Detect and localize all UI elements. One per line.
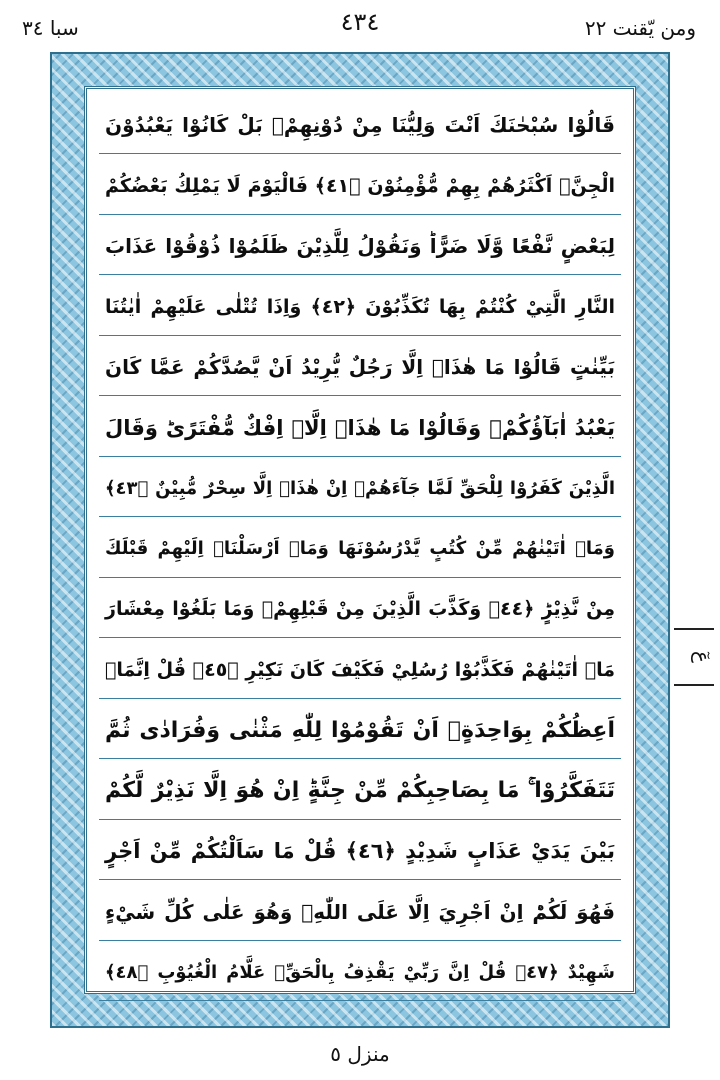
verse-text: بَيْنَ يَدَيْ عَذَابٍ شَدِيْدٍ ﴿٤٦﴾ قُلْ مَا سَاَلْتُكُمْ مِّنْ اَجْرٍ <box>105 839 615 863</box>
verse-text: تَتَفَكَّرُوْا ۚ مَا بِصَاحِبِكُمْ مِّنْ جِنَّةٍؕ اِنْ هُوَ اِلَّا نَذِيْرٌ لَّكُمْ <box>105 778 615 803</box>
verse-line <box>99 460 621 517</box>
text-panel <box>84 86 636 994</box>
verse-text: الْجِنَّۚ اَكْثَرُهُمْ بِهِمْ مُّؤْمِنُوْنَ ﴿٤١﴾ فَالْيَوْمَ لَا يَمْلِكُ بَعْضُكُمْ <box>105 174 615 197</box>
verse-line <box>99 944 621 1001</box>
verse-text: قَالُوْا سُبْحٰنَكَ اَنْتَ وَلِيُّنَا مِنْ دُوْنِهِمْۚ بَلْ كَانُوْا يَعْبُدُوْنَ <box>105 113 615 137</box>
decorative-border <box>50 52 670 1028</box>
verse-line <box>99 884 621 941</box>
header-section: ومن يّقنت ٢٢ <box>584 16 696 40</box>
verse-lines <box>99 97 621 983</box>
verse-line <box>99 823 621 880</box>
verse-line <box>99 763 621 820</box>
verse-line <box>99 218 621 275</box>
verse-line <box>99 521 621 578</box>
verse-line <box>99 97 621 154</box>
verse-line <box>99 279 621 336</box>
verse-line <box>99 339 621 396</box>
verse-text: فَهُوَ لَكُمْؕ اِنْ اَجْرِيَ اِلَّا عَلَى اللّٰهِۚ وَهُوَ عَلٰى كُلِّ شَيْءٍ <box>105 899 615 924</box>
verse-line <box>99 581 621 638</box>
verse-line <box>99 158 621 215</box>
page-number: ٤٣٤ <box>340 8 380 36</box>
verse-text: النَّارِ الَّتِيْ كُنْتُمْ بِهَا تُكَذِّبُوْنَ ﴿٤٢﴾ وَاِذَا تُتْلٰى عَلَيْهِمْ اٰيٰتُنَا <box>105 295 615 318</box>
verse-text: بَيِّنٰتٍ قَالُوْا مَا هٰذَاۤ اِلَّا رَجُلٌ يُّرِيْدُ اَنْ يَّصُدَّكُمْ عَمَّا كَانَ <box>105 355 615 379</box>
verse-text: مَاۤ اٰتَيْنٰهُمْ فَكَذَّبُوْا رُسُلِيْ فَكَيْفَ كَانَ نَكِيْرِ ﴿٤٥﴾ قُلْ اِنَّمَاۤ <box>105 658 616 681</box>
verse-text: وَمَاۤ اٰتَيْنٰهُمْ مِّنْ كُتُبٍ يَّدْرُسُوْنَهَا وَمَاۤ اَرْسَلْنَاۤ اِلَيْهِمْ قَبْلَكَ <box>105 538 615 559</box>
verse-text: لِبَعْضٍ نَّفْعًا وَّلَا ضَرًّاؕ وَنَقُوْلُ لِلَّذِيْنَ ظَلَمُوْا ذُوْقُوْا عَذَابَ <box>105 234 615 258</box>
verse-text: يَعْبُدُ اٰبَآؤُكُمْۚ وَقَالُوْا مَا هٰذَاۤ اِلَّاۤ اِفْكٌ مُّفْتَرًىؕ وَقَالَ <box>105 415 615 440</box>
manzil-footer: منزل ٥ <box>330 1042 390 1066</box>
verse-text: الَّذِيْنَ كَفَرُوْا لِلْحَقِّ لَمَّا جَآءَهُمْۙ اِنْ هٰذَاۤ اِلَّا سِحْرٌ مُّبِيْنٌ ﴿٤٣﴾ <box>105 477 615 499</box>
verse-text: مِنْ نَّذِيْرٍؕ ﴿٤٤﴾ وَكَذَّبَ الَّذِيْنَ مِنْ قَبْلِهِمْۙ وَمَا بَلَغُوْا مِعْشَارَ <box>105 598 615 620</box>
verse-text: شَهِيْدٌ ﴿٤٧﴾ قُلْ اِنَّ رَبِّيْ يَقْذِفُ بِالْحَقِّۚ عَلَّامُ الْغُيُوْبِ ﴿٤٨﴾ <box>105 961 615 983</box>
verse-line <box>99 400 621 457</box>
header-juz: سبا ٣٤ <box>22 16 79 40</box>
verse-line <box>99 702 621 759</box>
verse-text: اَعِظُكُمْ بِوَاحِدَةٍۚ اَنْ تَقُوْمُوْا لِلّٰهِ مَثْنٰى وَفُرَادٰى ثُمَّ <box>105 717 615 743</box>
verse-line <box>99 642 621 699</box>
ruku-marker: عٓ <box>674 628 714 686</box>
